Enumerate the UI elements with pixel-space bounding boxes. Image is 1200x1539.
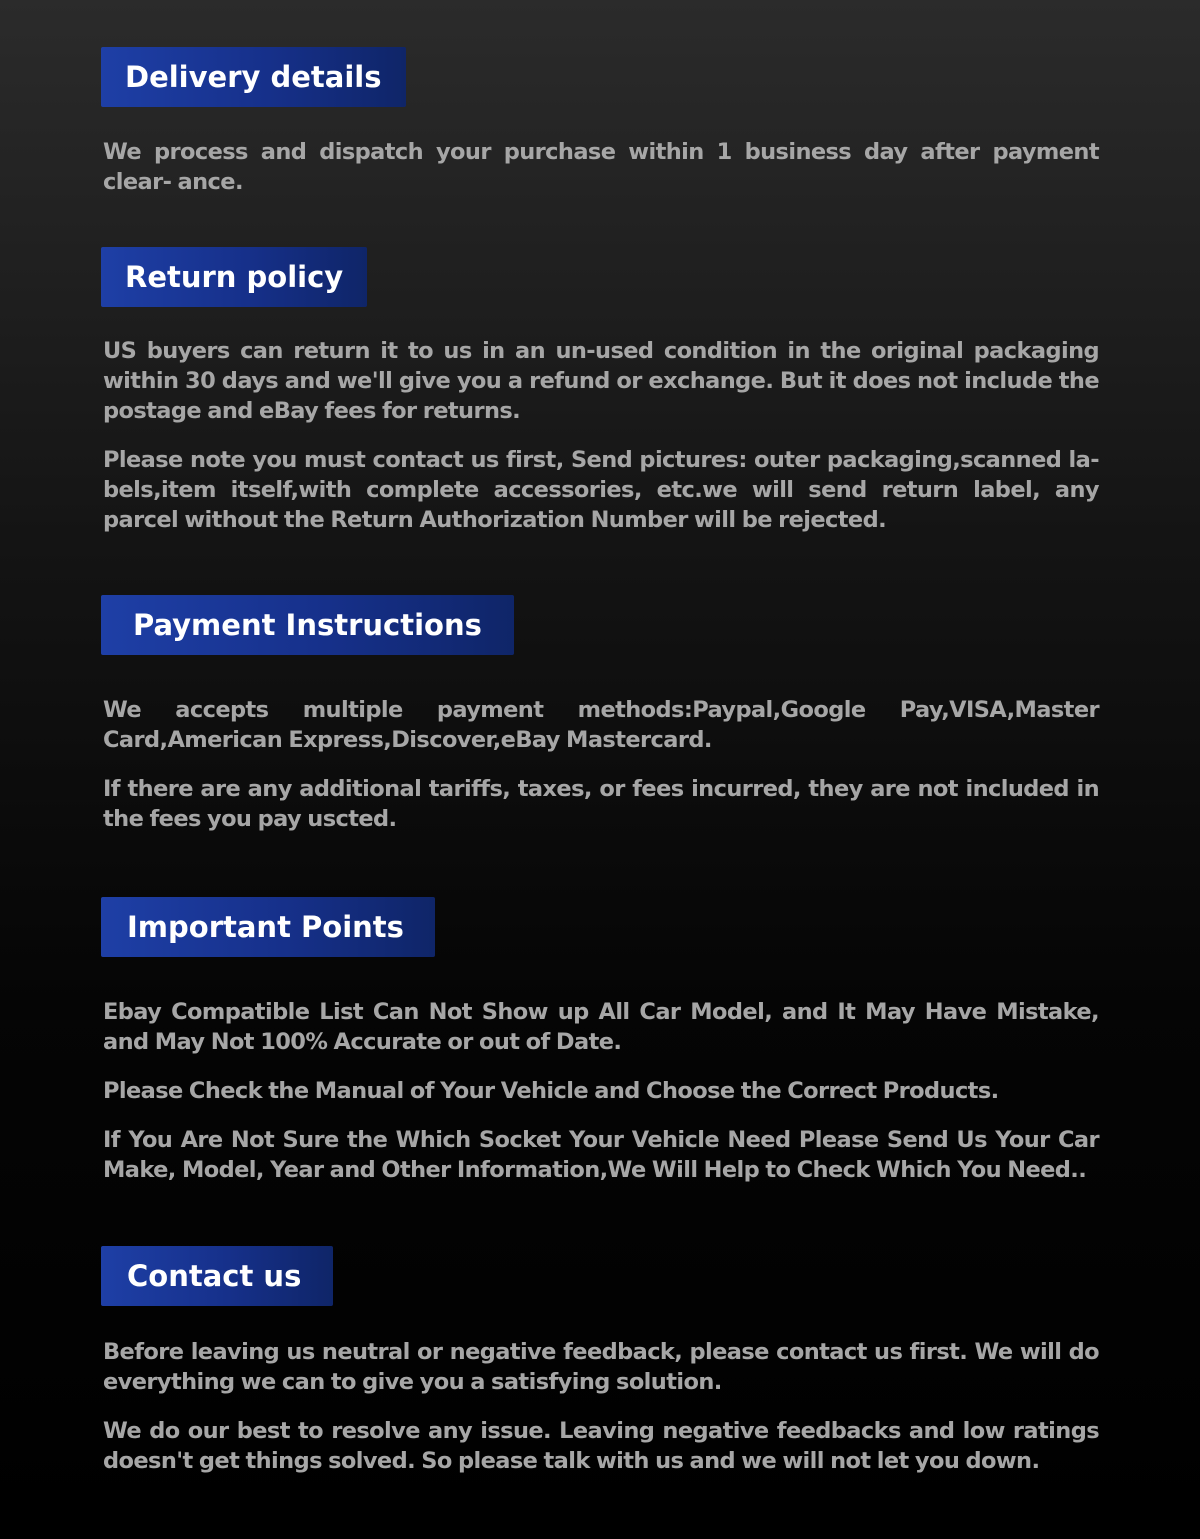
important-points-text-1: Ebay Compatible List Can Not Show up All Car Model, and It May Have Mistake, and May Not 100% Accurate or out of Date. <box>103 999 1099 1055</box>
contact-us-text-2: We do our best to resolve any issue. Leaving negative feedbacks and low ratings doesn't get things solved. So please talk with us and we will not let you down. <box>103 1418 1099 1474</box>
delivery-details-section <box>101 47 1099 197</box>
important-points-heading: Important Points <box>101 897 435 957</box>
payment-instructions-section <box>101 595 1099 834</box>
contact-us-heading: Contact us <box>101 1246 333 1306</box>
return-policy-heading: Return policy <box>101 247 367 307</box>
delivery-details-text: We process and dispatch your purchase within 1 business day after payment clear- ance. <box>103 139 1099 195</box>
important-points-text-2: Please Check the Manual of Your Vehicle and Choose the Correct Products. <box>103 1078 999 1104</box>
return-policy-section <box>101 247 1099 535</box>
payment-instructions-text-2: If there are any additional tariffs, taxes, or fees incurred, they are not included in the fees you pay uscted. <box>103 776 1099 832</box>
contact-us-text-1: Before leaving us neutral or negative feedback, please contact us first. We will do everything we can to give you a satisfying solution. <box>103 1339 1099 1395</box>
payment-instructions-heading: Payment Instructions <box>101 595 514 655</box>
important-points-section <box>101 897 1099 1185</box>
return-policy-text-2: Please note you must contact us first, Send pictures: outer packaging,scanned la- bels,item itself,with complete accessories, etc.we will send return label, any parcel without the Return Authorization Number will be rejected. <box>103 447 1099 533</box>
delivery-details-heading: Delivery details <box>101 47 406 107</box>
important-points-text-3: If You Are Not Sure the Which Socket Your Vehicle Need Please Send Us Your Car Make, Model, Year and Other Information,We Will Help to Check Which You Need.. <box>103 1127 1099 1183</box>
payment-instructions-text-1: We accepts multiple payment methods:Paypal,Google Pay,VISA,Master Card,American Express,Discover,eBay Mastercard. <box>103 697 1099 753</box>
contact-us-section <box>101 1246 1099 1476</box>
return-policy-text-1: US buyers can return it to us in an un-used condition in the original packaging within 30 days and we'll give you a refund or exchange. But it does not include the postage and eBay fees for returns. <box>103 338 1099 424</box>
